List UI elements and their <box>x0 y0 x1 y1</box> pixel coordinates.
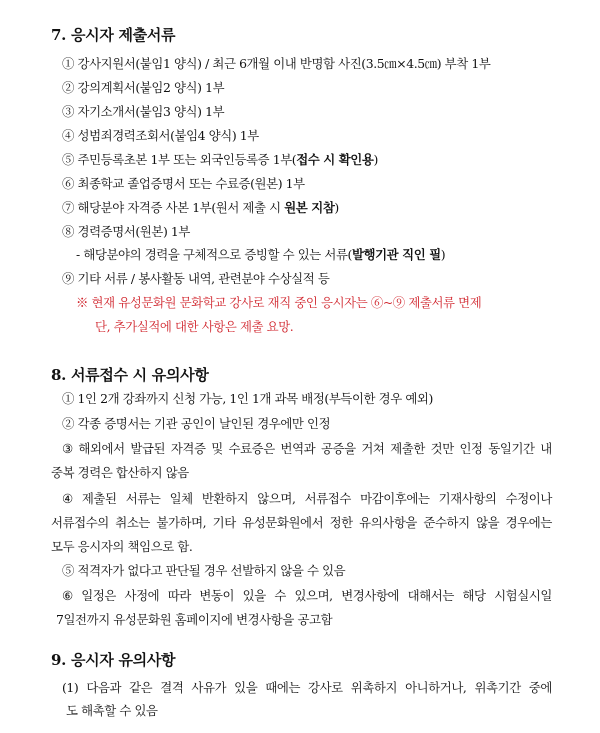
w: 대해서는 <box>407 588 454 603</box>
w: 일체 <box>169 491 193 506</box>
w: 기재사항의 <box>438 491 497 506</box>
w: 수정이나 <box>505 491 552 506</box>
w: 따라 <box>167 588 191 603</box>
w: 결격 <box>160 680 184 695</box>
w: 취소는 <box>115 515 150 530</box>
w: 반환하지 <box>201 491 249 506</box>
w: 서류접수 <box>304 491 351 506</box>
s7-item-8-sub-bold: 발행기관 직인 필 <box>351 247 441 262</box>
w: 서류는 <box>125 491 161 506</box>
s7-item-8-sub <box>76 247 445 263</box>
w: 제출된 <box>81 491 117 506</box>
w: 기타 <box>212 515 236 530</box>
s7-item-7-bold: 원본 지참 <box>284 200 335 215</box>
section-9-title: 9. 응시자 유의사항 <box>51 651 176 669</box>
w: 사유가 <box>191 680 227 695</box>
w: 정한 <box>329 515 353 530</box>
s7-item-9: ⑨ 기타 서류 / 봉사활동 내역, 관련분야 수상실적 등 <box>62 271 330 286</box>
w: ⑥ <box>62 588 73 603</box>
s7-item-1: ① 강사지원서(붙임1 양식) / 최근 6개월 이내 반명함 사진(3.5㎝×4.5㎝) 부착 1부 <box>62 56 491 71</box>
w: 다음과 <box>86 680 122 695</box>
s7-note-line-2: 단, 추가실적에 대한 사항은 제출 요망. <box>95 319 294 334</box>
w: ④ <box>62 491 73 506</box>
w: 해외에서 <box>78 441 125 456</box>
s8-item-1: ① 1인 2개 강좌까지 신청 가능, 1인 1개 과목 배정(부득이한 경우 예외) <box>62 391 433 406</box>
s7-item-3: ③ 자기소개서(붙임3 양식) 1부 <box>62 104 225 119</box>
w: 위촉하지 <box>350 680 398 695</box>
w: 변동이 <box>199 588 235 603</box>
w: 경우에는 <box>505 515 552 530</box>
w: 및 <box>211 441 223 456</box>
s7-item-4: ④ 성범죄경력조회서(붙임4 양식) 1부 <box>62 128 259 143</box>
s7-item-6: ⑥ 최종학교 졸업증명서 또는 수료증(원본) 1부 <box>62 176 305 191</box>
w: 서류접수의 <box>51 515 109 530</box>
w: 수 <box>274 588 286 603</box>
w: 않으며, <box>257 491 296 506</box>
w: 않을 <box>476 515 500 530</box>
w: 위촉기간 <box>474 680 521 695</box>
s8-item-2: ② 각종 증명서는 기관 공인이 날인된 경우에만 인정 <box>62 416 331 431</box>
s8-item-4-line-3: 모두 응시자의 책임으로 함. <box>51 539 193 554</box>
w: 아니하거나, <box>405 680 467 695</box>
w: ③ <box>62 441 73 456</box>
s7-item-5-text: ⑤ 주민등록초본 1부 또는 외국인등록증 1부( <box>62 152 297 167</box>
s7-item-7 <box>62 200 339 216</box>
w: 인정 <box>459 441 483 456</box>
w: 있을 <box>242 588 266 603</box>
s8-item-3-line-1 <box>62 441 552 457</box>
s7-item-5 <box>62 152 378 168</box>
s8-item-6-line-1 <box>62 588 552 604</box>
w: 있을 <box>234 680 258 695</box>
s8-item-5: ⑤ 적격자가 없다고 판단될 경우 선발하지 않을 수 있음 <box>62 563 346 578</box>
w: 강사로 <box>308 680 343 695</box>
s7-item-2: ② 강의계획서(붙임2 양식) 1부 <box>62 80 225 95</box>
w: 일정은 <box>81 588 116 603</box>
w: 유성문화원에서 <box>242 515 324 530</box>
w: 있으며, <box>294 588 333 603</box>
w: 자격증 <box>170 441 206 456</box>
s8-item-4-line-1 <box>62 491 552 507</box>
w: 마감이후에는 <box>360 491 430 506</box>
s7-item-8-sub-close: ) <box>440 247 446 262</box>
w: 변경사항에 <box>341 588 400 603</box>
w: 시험실시일 <box>494 588 552 603</box>
w: 준수하지 <box>423 515 470 530</box>
s7-note-line-1: ※ 현재 유성문화원 문화학교 강사로 재직 중인 응시자는 ⑥~⑨ 제출서류 면제 <box>76 295 482 310</box>
w: 같은 <box>129 680 153 695</box>
w: 불가하며, <box>156 515 207 530</box>
s8-item-3-line-2: 중복 경력은 합산하지 않음 <box>51 465 189 480</box>
w: 동일기간 <box>488 441 535 456</box>
w: 내 <box>540 441 552 456</box>
w: 제출한 <box>390 441 425 456</box>
s9-item-1-line-2: 도 해촉할 수 있음 <box>66 703 158 718</box>
w: 때에는 <box>265 680 301 695</box>
w: 발급된 <box>130 441 166 456</box>
s8-item-4-line-2 <box>51 515 552 531</box>
w: 사정에 <box>124 588 160 603</box>
w: 번역과 <box>280 441 316 456</box>
w: 중에 <box>528 680 552 695</box>
s9-item-1-line-1 <box>62 680 552 696</box>
s7-item-7-text: ⑦ 해당분야 자격증 사본 1부(원서 제출 시 <box>62 200 285 215</box>
w: (1) <box>62 680 79 695</box>
w: 것만 <box>430 441 454 456</box>
w: 거쳐 <box>361 441 385 456</box>
s7-item-8: ⑧ 경력증명서(원본) 1부 <box>62 224 190 239</box>
s8-item-6-line-2: 7일전까지 유성문화원 홈페이지에 변경사항을 공고함 <box>56 612 333 627</box>
s7-item-7-close: ) <box>334 200 339 215</box>
s7-item-5-bold: 접수 시 확인용 <box>296 152 374 167</box>
w: 수료증은 <box>228 441 275 456</box>
section-7-title: 7. 응시자 제출서류 <box>51 26 176 44</box>
s7-item-8-sub-text: - 해당분야의 경력을 구체적으로 증빙할 수 있는 서류( <box>76 247 352 262</box>
w: 해당 <box>462 588 486 603</box>
section-8-title: 8. 서류접수 시 유의사항 <box>51 366 209 384</box>
w: 유의사항을 <box>359 515 417 530</box>
s7-item-5-close: ) <box>373 152 378 167</box>
w: 공증을 <box>320 441 356 456</box>
